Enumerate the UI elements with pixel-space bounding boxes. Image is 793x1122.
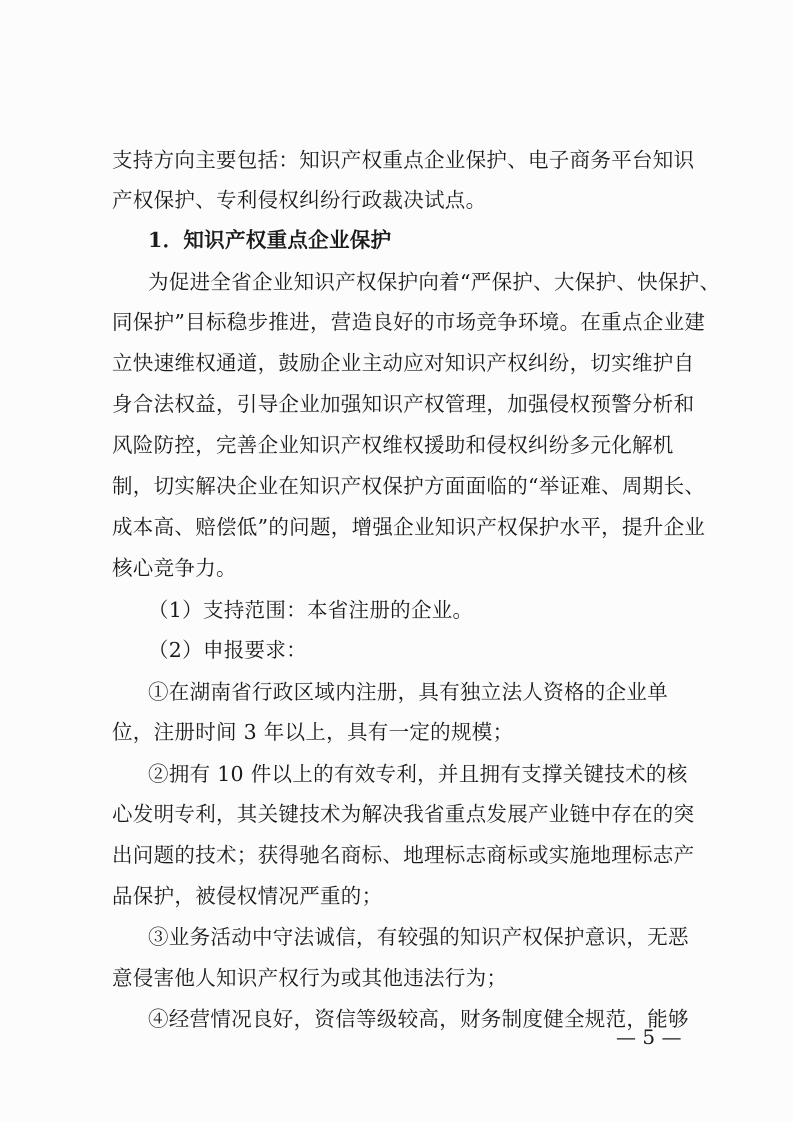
paragraph-first-line: 为促进全省企业知识产权保护向着“严保护、大保护、快保护、 bbox=[148, 270, 721, 294]
text-line: 立快速维权通道，鼓励企业主动应对知识产权纠纷，切实维护自 bbox=[112, 351, 695, 375]
text-line: 产权保护、专利侵权纠纷行政裁决试点。 bbox=[112, 188, 487, 212]
text-line: 支持方向主要包括：知识产权重点企业保护、电子商务平台知识 bbox=[112, 148, 695, 172]
requirement-4: ④经营情况良好，资信等级较高，财务制度健全规范，能够 bbox=[148, 1007, 689, 1031]
requirement-2: ②拥有 10 件以上的有效专利，并且拥有支撑关键技术的核 bbox=[148, 762, 688, 786]
text-line: 制，切实解决企业在知识产权保护方面面临的“举证难、周期长、 bbox=[112, 474, 706, 498]
section-heading: 1．知识产权重点企业保护 bbox=[148, 228, 392, 252]
text-line: 心发明专利，其关键技术为解决我省重点发展产业链中存在的突 bbox=[112, 802, 695, 826]
application-requirements-item: （2）申报要求： bbox=[148, 638, 307, 662]
requirement-1: ①在湖南省行政区域内注册，具有独立法人资格的企业单 bbox=[148, 680, 668, 704]
text-line: 品保护，被侵权情况严重的； bbox=[112, 884, 383, 908]
support-scope-item: （1）支持范围：本省注册的企业。 bbox=[148, 598, 474, 622]
text-line: 核心竞争力。 bbox=[112, 556, 237, 580]
requirement-3: ③业务活动中守法诚信，有较强的知识产权保护意识，无恶 bbox=[148, 925, 689, 949]
text-line: 身合法权益，引导企业加强知识产权管理，加强侵权预警分析和 bbox=[112, 392, 695, 416]
text-line: 出问题的技术；获得驰名商标、地理标志商标或实施地理标志产 bbox=[112, 843, 695, 867]
text-line: 位，注册时间 3 年以上，具有一定的规模； bbox=[112, 720, 514, 744]
text-line: 成本高、赔偿低”的问题，增强企业知识产权保护水平，提升企业 bbox=[112, 515, 706, 539]
page-number: — 5 — bbox=[616, 1025, 682, 1049]
text-line: 风险防控，完善企业知识产权维权援助和侵权纠纷多元化解机 bbox=[112, 433, 674, 457]
text-line: 同保护”目标稳步推进，营造良好的市场竞争环境。在重点企业建 bbox=[112, 310, 706, 334]
text-line: 意侵害他人知识产权行为或其他违法行为； bbox=[112, 966, 508, 990]
